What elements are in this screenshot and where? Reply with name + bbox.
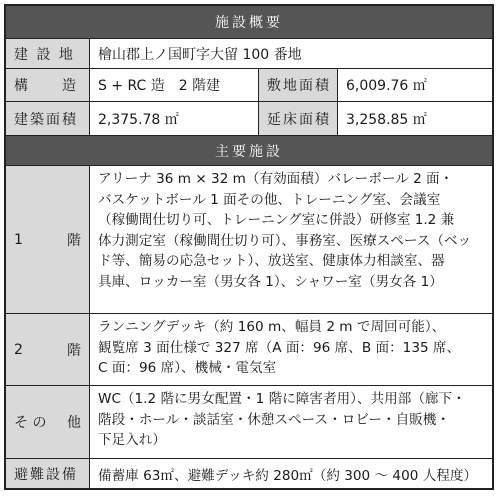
floor2-description (90, 314, 492, 385)
structure-label: 構 造 (6, 69, 90, 101)
structure-value: S + RC 造 2 階建 (98, 78, 221, 94)
floor1-row (6, 166, 492, 314)
other-label-main: そ の (14, 415, 47, 431)
facility-table (4, 4, 494, 490)
floor1-label-suffix: 階 (67, 232, 81, 249)
overview-header: 施設概要 (6, 6, 492, 39)
floor2-label-suffix: 階 (67, 342, 81, 359)
site-area-label: 敷地面積 (258, 69, 338, 101)
other-line: 階段・ホール・談話室・休憩スペース・ロビー・自販機・ (98, 411, 450, 428)
floor1-description (90, 166, 492, 313)
floor2-row (6, 314, 492, 386)
location-label: 建 設 地 (6, 39, 90, 68)
floor1-label (6, 166, 90, 313)
building-area-label: 建築面積 (6, 102, 90, 135)
floor2-line: 観覧席 3 面仕様で 327 席（A 面：96 席、B 面：135 席、 (98, 339, 461, 356)
floor1-line: （稼働間仕切り可、トレーニング室に併設）研修室 1.2 兼 (98, 212, 455, 228)
floor2-line: ランニングデッキ（約 160 m、幅員 2 m で周回可能）、 (98, 319, 446, 335)
floor1-line: 具庫、ロッカー室（男女各 1）、シャワー室（男女各 1） (98, 273, 443, 290)
floor1-line: 体力測定室（稼働間仕切り可）、事務室、医療スペース（ベッ (98, 232, 472, 249)
evacuation-label: 避難設備 (6, 459, 90, 488)
floor-area-label: 延床面積 (258, 102, 338, 135)
main-facilities-header: 主要施設 (6, 136, 492, 166)
floor2-label (6, 314, 90, 385)
other-label (6, 386, 90, 458)
floor1-label-number: 1 (14, 231, 23, 248)
location-row (6, 39, 492, 69)
area-row (6, 102, 492, 136)
floor1-line: ド等、簡易の応急セット）、放送室、健康体力相談室、器 (98, 253, 445, 269)
floor1-line: バスケットボール 1 面その他、トレーニング室、会議室 (98, 191, 441, 208)
evacuation-value: 備蓄庫 63㎡、避難デッキ約 280㎡（約 300 ～ 400 人程度） (98, 467, 478, 484)
other-line: 下足入れ） (98, 432, 166, 448)
other-row (6, 386, 492, 459)
floor-area-value: 3,258.85 ㎡ (346, 111, 427, 128)
other-label-suffix: 他 (67, 415, 81, 431)
site-area-value: 6,009.76 ㎡ (346, 78, 427, 94)
structure-row (6, 69, 492, 102)
floor2-label-number: 2 (14, 341, 23, 358)
location-value: 檜山郡上ノ国町字大留 100 番地 (98, 46, 302, 63)
building-area-value: 2,375.78 ㎡ (98, 111, 179, 128)
other-line: WC（1.2 階に男女配置・1 階に障害者用）、共用部（廊下・ (98, 391, 466, 407)
other-description (90, 386, 492, 458)
floor1-line: アリーナ 36 m × 32 m（有効面積）バレーボール 2 面・ (98, 171, 454, 187)
floor2-line: C 面：96 席）、機械・電気室 (98, 360, 277, 376)
evacuation-row (6, 459, 492, 488)
